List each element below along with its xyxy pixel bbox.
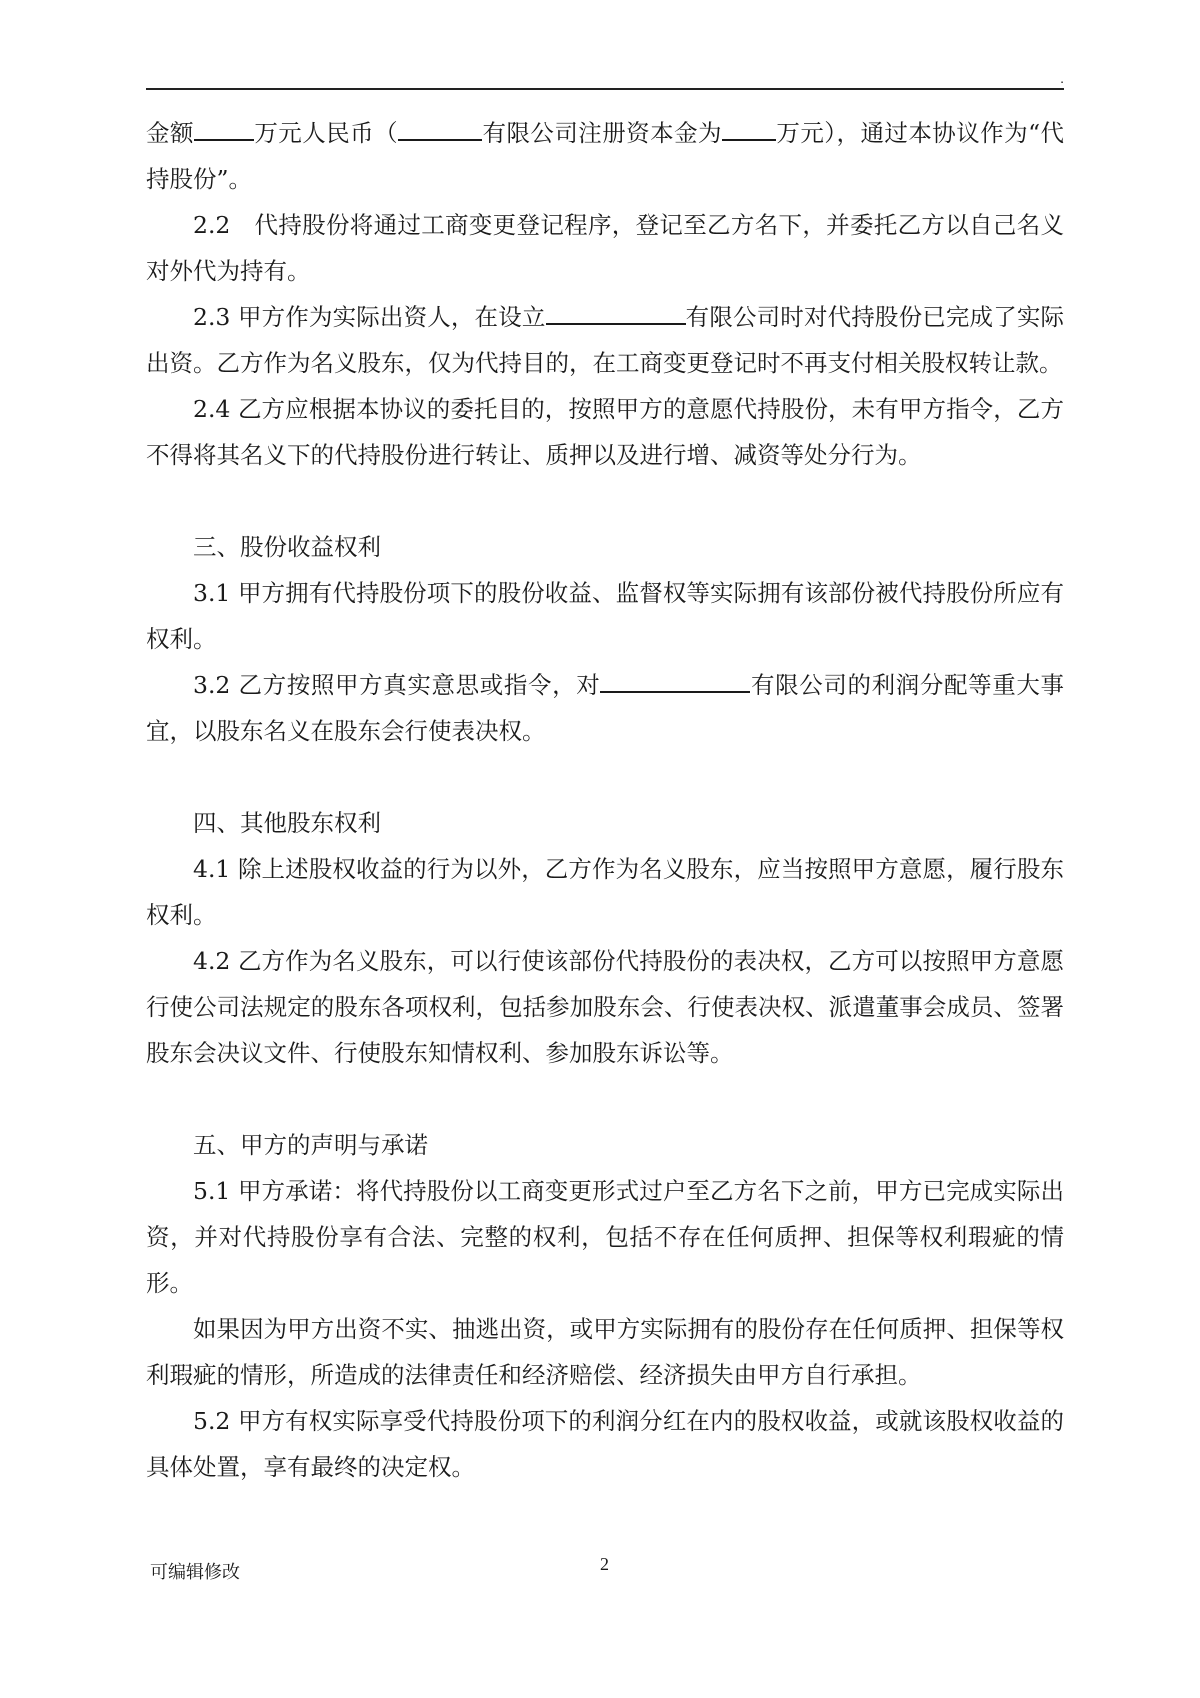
- section-heading-4: 四、其他股东权利: [193, 809, 381, 837]
- header-mark: .: [1060, 70, 1064, 86]
- clause-2-4: 2.4 乙方应根据本协议的委托目的，按照甲方的意愿代持股份，未有甲方指令，乙方不得将其名义下的代持股份进行转让、质押以及进行增、减资等处分行为。: [146, 395, 1064, 469]
- header-rule: [146, 88, 1064, 90]
- clause-5-1-liability: 如果因为甲方出资不实、抽逃出资，或甲方实际拥有的股份存在任何质押、担保等权利瑕疵的情形，所造成的法律责任和经济赔偿、经济损失由甲方自行承担。: [146, 1315, 1064, 1389]
- clause-4-2: 4.2 乙方作为名义股东，可以行使该部份代持股份的表决权，乙方可以按照甲方意愿行使公司法规定的股东各项权利，包括参加股东会、行使表决权、派遣董事会成员、签署股东会决议文件、行使股东知情权利、参加股东诉讼等。: [146, 947, 1064, 1067]
- clause-3-1: 3.1 甲方拥有代持股份项下的股份收益、监督权等实际拥有该部份被代持股份所应有权利。: [146, 579, 1064, 653]
- page-number: 2: [600, 1554, 609, 1574]
- text-span: 金额: [146, 119, 194, 147]
- fill-blank[interactable]: [722, 117, 776, 141]
- clause-5-1: 5.1 甲方承诺：将代持股份以工商变更形式过户至乙方名下之前，甲方已完成实际出资，并对代持股份享有合法、完整的权利，包括不存在任何质押、担保等权利瑕疵的情形。: [146, 1177, 1064, 1297]
- text-span: 有限公司时对代持股份已完成了实际出资。乙方作为名义股东，仅为代持目的，在工商变更登记时不再支付相关股权转让款。: [146, 303, 1064, 377]
- text-span: 万元人民币（: [253, 119, 399, 147]
- text-span: 有限公司的利润分配等重大事宜，以股东名义在股东会行使表决权。: [146, 671, 1065, 745]
- section-heading-3: 三、股份收益权利: [193, 533, 381, 561]
- text-span: 2.3 甲方作为实际出资人，在设立: [193, 303, 546, 331]
- text-span: 3.2 乙方按照甲方真实意思或指令，对: [193, 671, 601, 699]
- section-heading-5: 五、甲方的声明与承诺: [193, 1131, 428, 1159]
- text-span: 有限公司注册资本金为: [482, 119, 722, 147]
- fill-blank[interactable]: [194, 117, 254, 141]
- clause-2-3: [146, 294, 1064, 386]
- clause-5-2: 5.2 甲方有权实际享受代持股份项下的利润分红在内的股权收益，或就该股权收益的具体处置，享有最终的决定权。: [146, 1407, 1064, 1481]
- clause-3-2: [146, 662, 1064, 754]
- fill-blank[interactable]: [600, 669, 750, 693]
- paragraph-amount: [146, 110, 1064, 202]
- document-body: [146, 110, 1064, 1490]
- clause-4-1: 4.1 除上述股权收益的行为以外，乙方作为名义股东，应当按照甲方意愿，履行股东权利。: [146, 855, 1064, 929]
- fill-blank[interactable]: [398, 117, 482, 141]
- fill-blank[interactable]: [546, 301, 686, 325]
- footer-note: 可编辑修改: [150, 1562, 240, 1583]
- text-span: 万元），通过本协议作为“代持股份”。: [146, 119, 1065, 193]
- clause-2-2: 2.2 代持股份将通过工商变更登记程序，登记至乙方名下，并委托乙方以自己名义对外代为持有。: [146, 211, 1064, 285]
